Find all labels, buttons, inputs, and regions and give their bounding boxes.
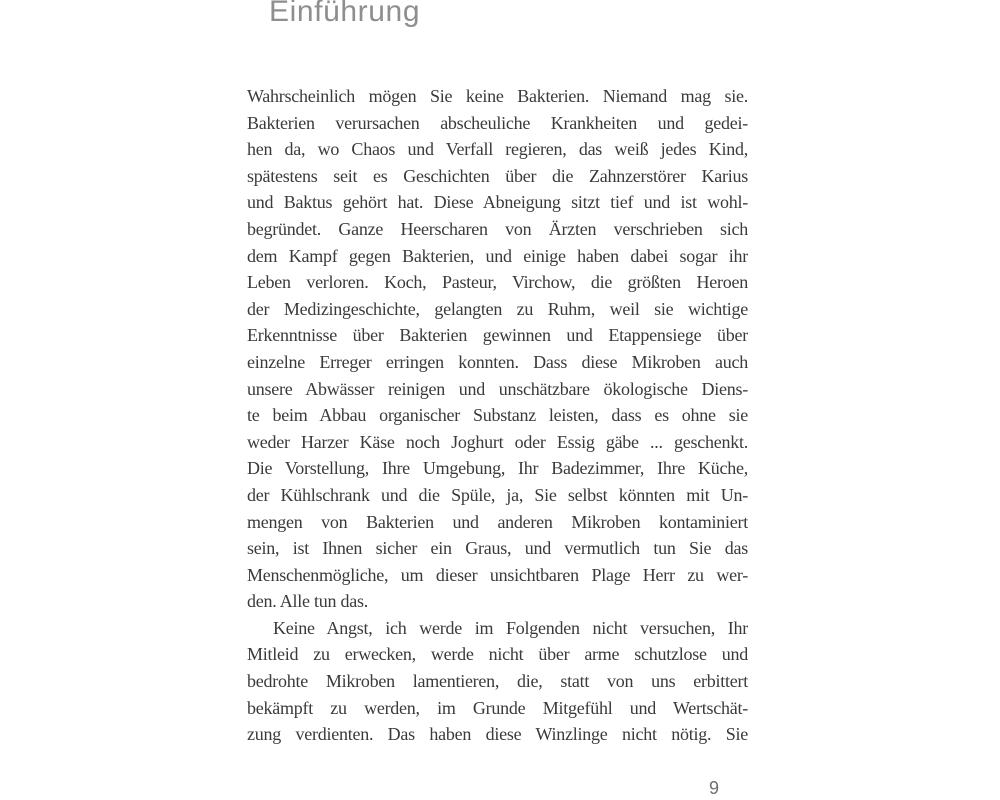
text-line: mengen von Bakterien und anderen Mikroben kontaminiert (247, 511, 748, 532)
text-line: Leben verloren. Koch, Pasteur, Virchow, die größten Heroen (247, 272, 748, 293)
text-line-paragraph-end: den. Alle tun das. (247, 591, 368, 612)
text-line: begründet. Ganze Heerscharen von Ärzten verschrieben sich (247, 218, 748, 239)
text-line: bedrohte Mikroben lamentieren, die, statt von uns erbittert (247, 671, 748, 692)
text-line: bekämpft zu werden, im Grunde Mitgefühl und Wertschät- (247, 697, 748, 718)
text-line: einzelne Erreger erringen konnten. Dass diese Mikroben auch (247, 351, 748, 372)
text-line: dem Kampf gegen Bakterien, und einige haben dabei sogar ihr (247, 245, 748, 266)
text-line: hen da, wo Chaos und Verfall regieren, das weiß jedes Kind, (247, 139, 748, 160)
page-number: 9 (708, 778, 719, 798)
text-line: weder Harzer Käse noch Joghurt oder Essig gäbe ... geschenkt. (247, 431, 748, 452)
text-line: sein, ist Ihnen sicher ein Graus, und vermutlich tun Sie das (247, 538, 748, 559)
text-line: Die Vorstellung, Ihre Umgebung, Ihr Badezimmer, Ihre Küche, (247, 458, 748, 479)
text-line: spätestens seit es Geschichten über die Zahnzerstörer Karius (247, 165, 748, 186)
text-line: zung verdienten. Das haben diese Winzlinge nicht nötig. Sie (247, 724, 748, 745)
text-line: Wahrscheinlich mögen Sie keine Bakterien. Niemand mag sie. (247, 86, 748, 106)
body-text (247, 83, 748, 748)
text-line: te beim Abbau organischer Substanz leisten, dass es ohne sie (247, 405, 748, 426)
text-line: Bakterien verursachen abscheuliche Krankheiten und gedei- (247, 112, 748, 133)
text-line: und Baktus gehört hat. Diese Abneigung sitzt tief und ist wohl- (247, 192, 748, 213)
text-line: Mitleid zu erwecken, werde nicht über arme schutzlose und (247, 644, 748, 665)
chapter-heading: Einführung (269, 0, 421, 28)
text-line: der Medizingeschichte, gelangten zu Ruhm, weil sie wichtige (247, 298, 748, 319)
text-line: der Kühlschrank und die Spüle, ja, Sie selbst könnten mit Un- (247, 484, 748, 505)
text-line: Menschenmögliche, um dieser unsichtbaren Plage Herr zu wer- (247, 564, 748, 585)
text-line-paragraph-start: Keine Angst, ich werde im Folgenden nicht versuchen, Ihr (273, 617, 748, 638)
text-line: Erkenntnisse über Bakterien gewinnen und Etappensiege über (247, 325, 748, 346)
text-line: unsere Abwässer reinigen und unschätzbare ökologische Diens- (247, 378, 748, 399)
